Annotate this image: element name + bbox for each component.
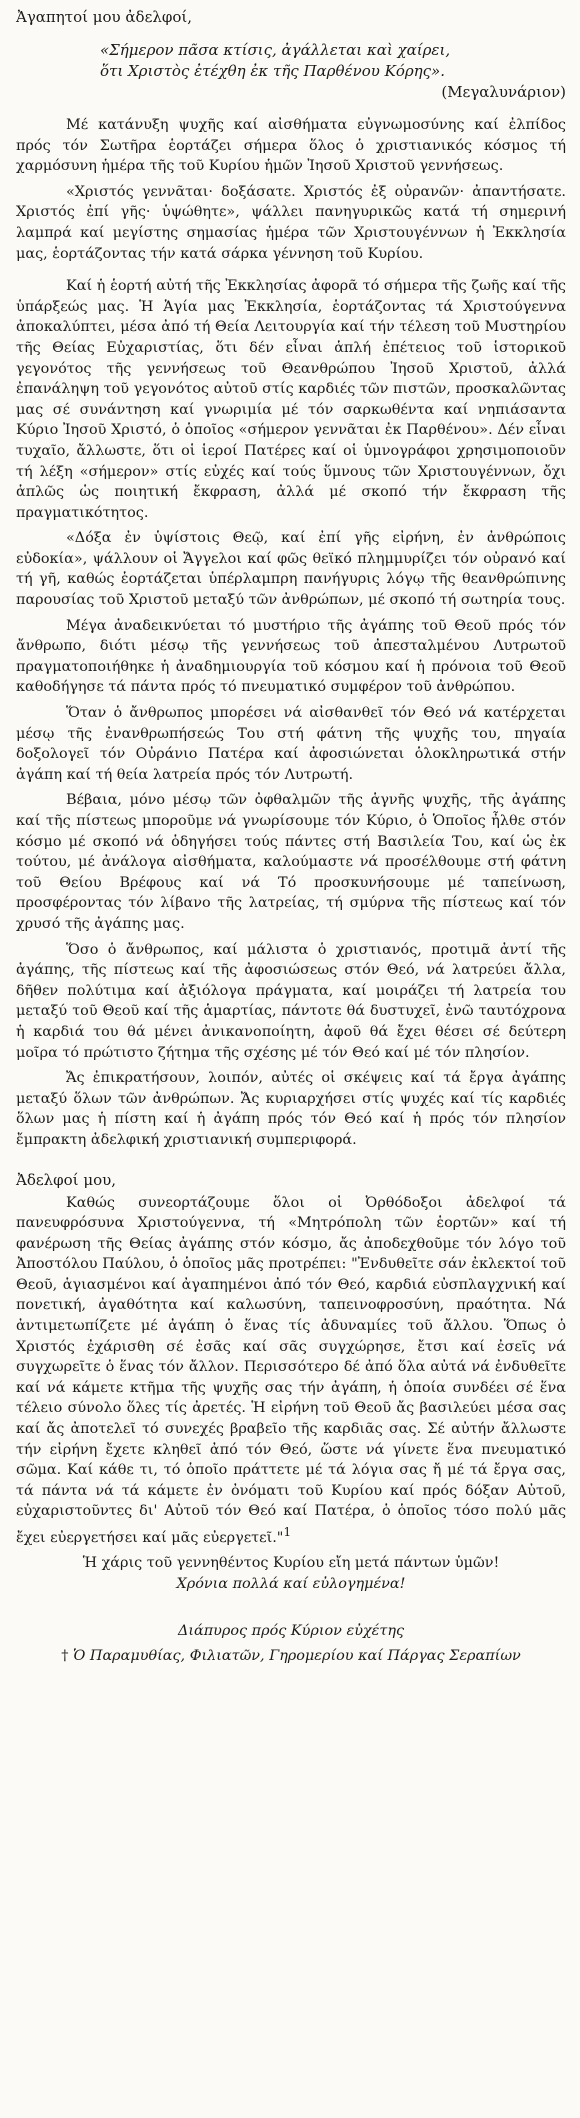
sign-off: Διάπυρος πρός Κύριον εὐχέτης bbox=[177, 1623, 405, 1640]
epigraph-line: ὅτι Χριστὸς ἐτέχθη ἐκ τῆς Παρθένου Κόρης». bbox=[100, 62, 446, 80]
paragraph: «Χριστός γεννᾶται· δοξάσατε. Χριστός ἐξ οὐρανῶν· ἀπαντήσατε. Χριστός ἐπί γῆς· ὑψώθητε», ψάλλει πανηγυρικῶς κατά τή σημερινή λαμπρά καί μεγίστης σημασίας ἡμέρα τῶν Χριστουγέννων ἡ Ἐκκλησία μας, ἑορτάζοντας τήν κατά σάρκα γέννηση τοῦ Κυρίου. bbox=[16, 183, 566, 262]
signature bbox=[16, 1646, 566, 1667]
epigraph-line: «Σήμερον πᾶσα κτίσις, ἀγάλλεται καὶ χαίρει, bbox=[100, 41, 451, 59]
epigraph bbox=[100, 40, 566, 103]
paragraph: Καί ἡ ἑορτή αὐτή τῆς Ἐκκλησίας ἀφορᾶ τό σήμερα τῆς ζωῆς καί τῆς ὑπάρξεώς μας. Ἡ Ἁγία μας Ἐκκλησία, ἑορτάζοντας τά Χριστούγεννα ἀποκαλύπτει, μέσα ἀπό τή Θεία Λειτουργία καί τήν τέλεση τοῦ Μυστηρίου τῆς Θείας Εὐχαριστίας, ὅτι δέν εἶναι ἁπλή ἐπέτειος τοῦ ἱστορικοῦ γεγονότος τῆς γεννήσεως τοῦ Θεανθρώπου Ἰησοῦ Χριστοῦ, ἀλλά ἐπανάληψη τοῦ γεγονότος αὐτοῦ στίς καρδιές τῶν πιστῶν, προσκαλῶντας μας σέ συνάντηση καί γνωριμία μέ τόν σαρκωθέντα καί νηπιάσαντα Κύριο Ἰησοῦ Χριστό, ὁ ὁποῖος «σήμερον γεννᾶται ἐκ Παρθένου». Δέν εἶναι τυχαῖο, ἄλλωστε, ὅτι οἱ ἱεροί Πατέρες καί οἱ ὑμνογράφοι χρησιμοποιοῦν τή λέξη «σήμερον» στίς εὐχές καί τούς ὕμνους τῶν Χριστουγέννων, ὄχι ἁπλῶς ὡς ποιητική ἔκφραση, ἀλλά μέ σκοπό τήν ἔκφραση τῆς πραγματικότητος. bbox=[16, 278, 566, 521]
paragraph: Μέγα ἀναδεικνύεται τό μυστήριο τῆς ἀγάπης τοῦ Θεοῦ πρός τόν ἄνθρωπο, διότι μέσῳ τῆς γεννήσεως τοῦ ἀπεσταλμένου Λυτρωτοῦ πραγματοποιήθηκε ἡ ἀναδημιουργία τοῦ κόσμου καί ἡ πρόνοια τοῦ Θεοῦ καθοδήγησε τά πάντα πρός τό πνευματικό συμφέρον τοῦ ἀνθρώπου. bbox=[16, 617, 566, 696]
second-salutation: Ἀδελφοί μου, bbox=[16, 1170, 116, 1189]
salutation: Ἀγαπητοί μου ἀδελφοί, bbox=[16, 8, 193, 26]
signature-name: Ὁ Παραμυθίας, Φιλιατῶν, Γηρομερίου καί Πάργας Σεραπίων bbox=[72, 1648, 521, 1665]
paragraph: Μέ κατάνυξη ψυχῆς καί αἰσθήματα εὐγνωμοσύνης καί ἐλπίδος πρός τόν Σωτῆρα ἑορτάζει σήμερα ὅλος ὁ χριστιανικός κόσμος τή χαρμόσυνη ἡμέρα τῆς τοῦ Κυρίου ἡμῶν Ἰησοῦ Χριστοῦ γεννήσεως. bbox=[16, 117, 566, 175]
paragraph: Ὅσο ὁ ἄνθρωπος, καί μάλιστα ὁ χριστιανός, προτιμᾶ ἀντί τῆς ἀγάπης, τῆς πίστεως καί τῆς ἀφοσιώσεως στόν Θεό, νά λατρεύει ἄλλα, δῆθεν πολύτιμα καί ἀξιόλογα πράγματα, καί μοιράζει τή λατρεία του μεταξύ τοῦ Θεοῦ καί τῆς ἁμαρτίας, πάντοτε θά δυστυχεῖ, ἐνῶ ταυτόχρονα ἡ καρδιά του θά μένει ἀνικανοποίητη, ἀφοῦ θά ἔχει θέσει σέ δεύτερη μοῖρα τό πρώτιστο ζήτημα τῆς σχέσης μέ τόν Θεό καί μέ τόν πλησίον. bbox=[16, 941, 566, 1061]
paragraph: «Δόξα ἐν ὑψίστοις Θεῷ, καί ἐπί γῆς εἰρήνη, ἐν ἀνθρώποις εὐδοκία», ψάλλουν οἱ Ἄγγελοι καί φῶς θεϊκό πλημμυρίζει τόν οὐρανό καί τή γῆ, καθώς ἑορτάζεται ὑπέρλαμπρη πανήγυρις λόγῳ τῆς θεανθρώπινης παρουσίας τοῦ Χριστοῦ μεταξύ τῶν ἀνθρώπων, μέ σκοπό τή σωτηρία τους. bbox=[16, 530, 566, 609]
cross-icon: † bbox=[61, 1648, 69, 1665]
footnote-ref: 1 bbox=[283, 1525, 292, 1539]
paragraph: Ὅταν ὁ ἄνθρωπος μπορέσει νά αἰσθανθεῖ τόν Θεό νά κατέρχεται μέσῳ τῆς ἐνανθρωπήσεώς Του στή φάτνη τῆς ψυχῆς του, πηγαία δοξολογεῖ τόν Οὐράνιο Πατέρα καί ἀφοσιώνεται ὁλοκληρωτικά στήν ἀγάπη καί τή θεία λατρεία πρός τόν Λυτρωτή. bbox=[16, 705, 566, 783]
final-paragraph-text: Καθώς συνεορτάζουμε ὅλοι οἱ Ὀρθόδοξοι ἀδελφοί τά πανευφρόσυνα Χριστούγεννα, τή «Μητρόπολη τῶν ἑορτῶν» καί τή φανέρωση τῆς Θείας ἀγάπης στόν κόσμο, ἄς ἀποδεχθοῦμε τόν λόγο τοῦ Ἀποστόλου Παύλου, ὁ ὁποῖος μᾶς προτρέπει: "Ἐνδυθεῖτε σάν ἐκλεκτοί τοῦ Θεοῦ, ἁγιασμένοι καί ἀγαπημένοι ἀπό τόν Θεό, καρδιά εὐσπλαγχνική καί πονετική, ἀγαθότητα καί καλωσύνη, ταπεινοφροσύνη, πραότητα. Νά ἀντιμετωπίζετε μέ ἀγάπη ὁ ἕνας τίς ἀδυναμίες τοῦ ἄλλου. Ὅπως ὁ Χριστός ἐχάρισθη σέ ἐσᾶς καί σᾶς συγχώρησε, ἔτσι καί ἐσεῖς νά συγχωρεῖτε ὁ ἕνας τόν ἄλλον. Περισσότερο δέ ἀπό ὅλα αὐτά νά ἐνδυθεῖτε καί νά κάμετε κτῆμα τῆς ψυχῆς σας τήν ἀγάπη, ἡ ὁποία συνδέει σέ ἕνα τέλειο σύνολο ὅλες τίς ἀρετές. Ἡ εἰρήνη τοῦ Θεοῦ ἄς βασιλεύει μέσα σας καί ἄς ἀποτελεῖ τό συνεχές βραβεῖο τῆς καρδιᾶς σας. Σέ αὐτήν ἄλλωστε τήν εἰρήνη ἔχετε κληθεῖ ἀπό τόν Θεό, ὥστε νά γίνετε ἕνα πνευματικό σῶμα. Καί κάθε τι, τό ὁποῖο πράττετε μέ τά λόγια σας ἤ μέ τά ἔργα σας, τά πάντα νά τά κάμετε ἐν ὀνόματι τοῦ Κυρίου καί πρός δόξαν Αὐτοῦ, εὐχαριστοῦντες δι' Αὐτοῦ τόν Θεό καί Πατέρα, ὁ ὁποῖος τόσο πολύ μᾶς ἔχει εὐεργετήσει καί μᾶς εὐεργετεῖ." bbox=[16, 1194, 566, 1546]
epigraph-source: (Μεγαλυνάριον) bbox=[441, 83, 566, 101]
final-paragraph bbox=[16, 1193, 566, 1549]
paragraph: Βέβαια, μόνο μέσῳ τῶν ὀφθαλμῶν τῆς ἁγνῆς ψυχῆς, τῆς ἀγάπης καί τῆς πίστεως μποροῦμε νά γνωρίσουμε τόν Κύριο, ὁ Ὁποῖος ἦλθε στόν κόσμο μέ σκοπό νά ὁδηγήσει τούς πάντες στή Βασιλεία Του, καί ὡς ἐκ τούτου, μέ ἀνάλογα αἰσθήματα, καλούμαστε νά προσέλθουμε στή φάτνη τοῦ Θείου Βρέφους καί νά Τό προσκυνήσουμε μέ ταπείνωση, προσφέροντας τόν λίβανο τῆς λατρείας, τή σμύρνα τῆς πίστεως καί τόν χρυσό τῆς ἀγάπης μας. bbox=[16, 792, 566, 932]
paragraph: Ἄς ἐπικρατήσουν, λοιπόν, αὐτές οἱ σκέψεις καί τά ἔργα ἀγάπης μεταξύ ὅλων τῶν ἀνθρώπων. Ἄς κυριαρχήσει στίς ψυχές καί τίς καρδιές ὅλων μας ἡ πίστη καί ἡ ἀγάπη πρός τόν Θεό καί ἡ πρός τόν πλησίον ἔμπρακτη ἀδελφική χριστιανική συμπεριφορά. bbox=[16, 1070, 566, 1148]
blessing: Ἡ χάρις τοῦ γεννηθέντος Κυρίου εἴη μετά πάντων ὑμῶν! bbox=[82, 1555, 500, 1572]
wishes: Χρόνια πολλά καί εὐλογημένα! bbox=[176, 1576, 406, 1593]
